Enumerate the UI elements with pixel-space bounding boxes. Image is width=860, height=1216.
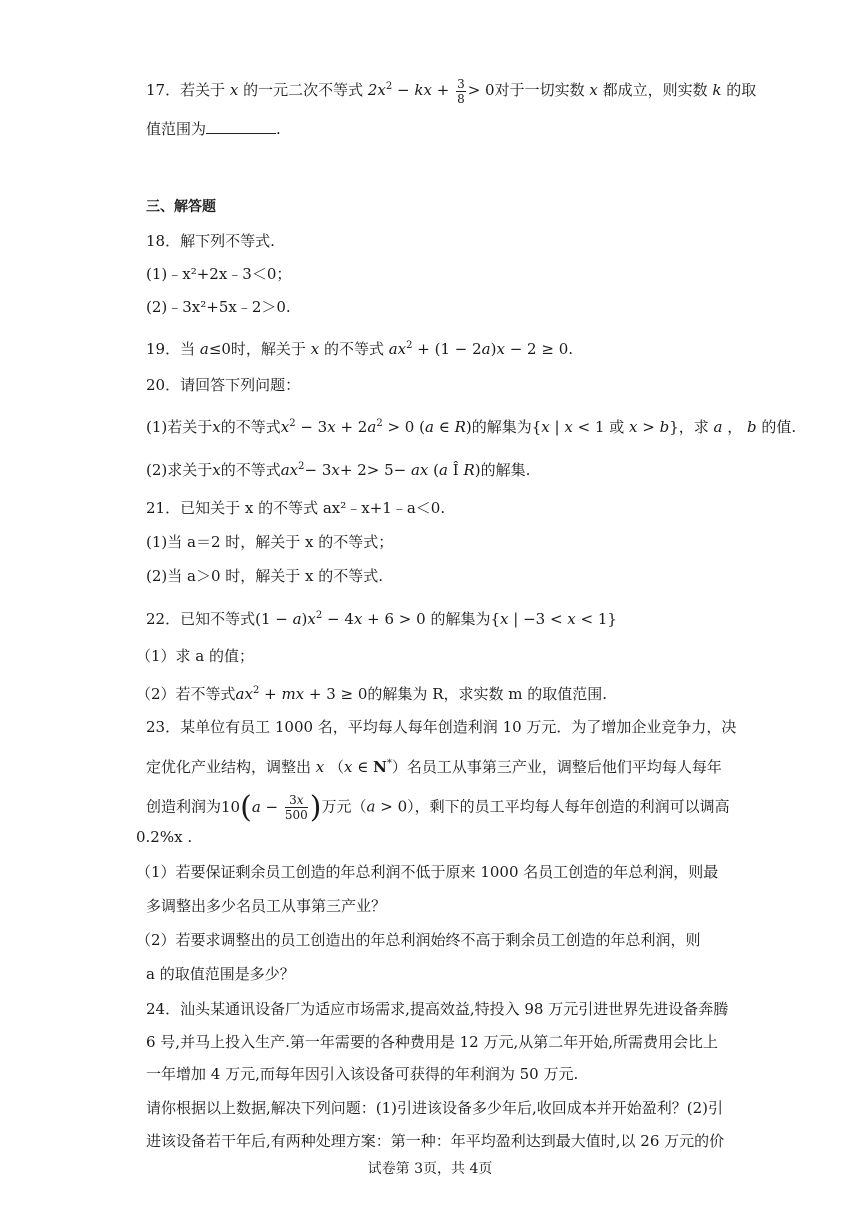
q23-part1-line1: （1）若要保证剩余员工创造的年总利润不低于原来 1000 名员工创造的年总利润，则最 bbox=[136, 863, 719, 881]
q17-text-f: 值范围为 bbox=[146, 120, 207, 138]
q23-part1-line2: 多调整出多少名员工从事第三产业？ bbox=[146, 897, 387, 915]
q20-formula2: $ax^2- 3x+ 2> 5-$ ax (a Î R) bbox=[280, 461, 481, 479]
q19-formula: $ax^2 + (1 - 2a)x - 2 \ge 0$ bbox=[388, 340, 569, 358]
q17-line2: 值范围为 . bbox=[146, 120, 281, 138]
q21-part1: (1)当 a＝2 时，解关于 x 的不等式； bbox=[146, 533, 394, 551]
q24-line1: 24．汕头某通讯设备厂为适应市场需求,提高效益,特投入 98 万元引进世界先进设备奔腾 bbox=[146, 1000, 729, 1018]
q24-line3: 一年增加 4 万元,而每年因引入该设备可获得的年利润为 50 万元. bbox=[146, 1065, 579, 1083]
q18-part1: (1)﹣x²+2x﹣3＜0； bbox=[146, 265, 292, 283]
q20-formula1: $x^2 - 3x + 2a^2 > 0$ (a ∈ R) bbox=[280, 418, 472, 436]
q22-set: {x | −3 < x < 1} bbox=[490, 610, 617, 628]
q22-formula2: $ax^2$ + mx + 3 ≥ 0 bbox=[235, 685, 368, 703]
q18-title: 18．解下列不等式. bbox=[146, 232, 275, 250]
q17-formula: $2x^2$ − kx + $\frac{3}{8}$ > 0 bbox=[367, 76, 495, 106]
q23-part2-line1: （2）若要求调整出的员工创造出的年总利润始终不高于剩余员工创造的年总利润，则 bbox=[136, 931, 701, 949]
q24-line5: 进该设备若干年后,有两种处理方案：第一种：年平均盈利达到最大值时,以 26 万元的价 bbox=[146, 1132, 725, 1150]
q20-part1: (1)若关于x的不等式$x^2 - 3x + 2a^2 > 0$ (a ∈ R)的解集为{x | x < 1 或 x > b}，求 a ， b 的值. bbox=[146, 418, 797, 436]
q23-line4: 0.2%x . bbox=[136, 828, 193, 846]
q19-line: 19．当 a≤0时，解关于 x 的不等式 $ax^2 + (1 - 2a)x - 2 \ge 0$. bbox=[146, 340, 574, 358]
section-title: 三、解答题 bbox=[146, 199, 216, 215]
q23-line2: 定优化产业结构，调整出 x （x ∈ N*）名员工从事第三产业，调整后他们平均每人每年 bbox=[146, 758, 722, 776]
q22-part1: （1）求 a 的值； bbox=[136, 647, 255, 665]
q17-text-b: 的一元二次不等式 bbox=[243, 81, 364, 99]
q22-title: 22．已知不等式$(1 - a)x^2 - 4x + 6 > 0$ 的解集为{x | −3 < x < 1} bbox=[146, 610, 617, 628]
q17-text-e: 的取 bbox=[726, 81, 757, 99]
q23-formula: 10(a − $\frac{3x}{500}$ ) bbox=[221, 789, 322, 825]
q23-line1: 23．某单位有员工 1000 名，平均每人每年创造利润 10 万元．为了增加企业竞争力，决 bbox=[146, 718, 737, 736]
q20-part2: (2)求关于x的不等式$ax^2- 3x+ 2> 5-$ ax (a Î R)的解集. bbox=[146, 461, 531, 479]
q22-part2: （2）若不等式$ax^2$ + mx + 3 ≥ 0的解集为 R，求实数 m 的取值范围. bbox=[136, 685, 608, 703]
q21-part2: (2)当 a＞0 时，解关于 x 的不等式. bbox=[146, 567, 384, 585]
q24-line4: 请你根据以上数据,解决下列问题：(1)引进该设备多少年后,收回成本并开始盈利？(2)引 bbox=[146, 1099, 724, 1117]
q24-line2: 6 号,并马上投入生产.第一年需要的各种费用是 12 万元,从第二年开始,所需费用会比上 bbox=[146, 1033, 719, 1051]
q18-part2: (2)﹣3x²+5x﹣2＞0. bbox=[146, 298, 291, 316]
q17-text-d: 都成立，则实数 bbox=[602, 81, 708, 99]
q17-line1: 17．若关于 x 的一元二次不等式 $2x^2$ − kx + $\frac{3}{8}$ > 0对于一切实数 x 都成立，则实数 k 的取 bbox=[146, 76, 757, 106]
q23-line3: 创造利润为10(a − $\frac{3x}{500}$ )万元（a > 0），剩下的员工平均每人每年创造的利润可以调高 bbox=[146, 789, 730, 825]
q17-text-a: 17．若关于 bbox=[146, 81, 226, 99]
q20-title: 20．请回答下列问题： bbox=[146, 376, 301, 394]
page-footer: 试卷第 3页，共 4页 bbox=[367, 1161, 493, 1177]
q22-formula: $(1 - a)x^2 - 4x + 6 > 0$ bbox=[255, 610, 431, 628]
q23-part2-line2: a 的取值范围是多少？ bbox=[146, 965, 295, 983]
q17-answer-blank[interactable] bbox=[206, 119, 276, 134]
q17-text-c: 对于一切实数 bbox=[494, 81, 585, 99]
q20-set: {x | x < 1 或 x > b} bbox=[531, 418, 679, 436]
q21-title: 21．已知关于 x 的不等式 ax²﹣x+1﹣a＜0. bbox=[146, 499, 446, 517]
